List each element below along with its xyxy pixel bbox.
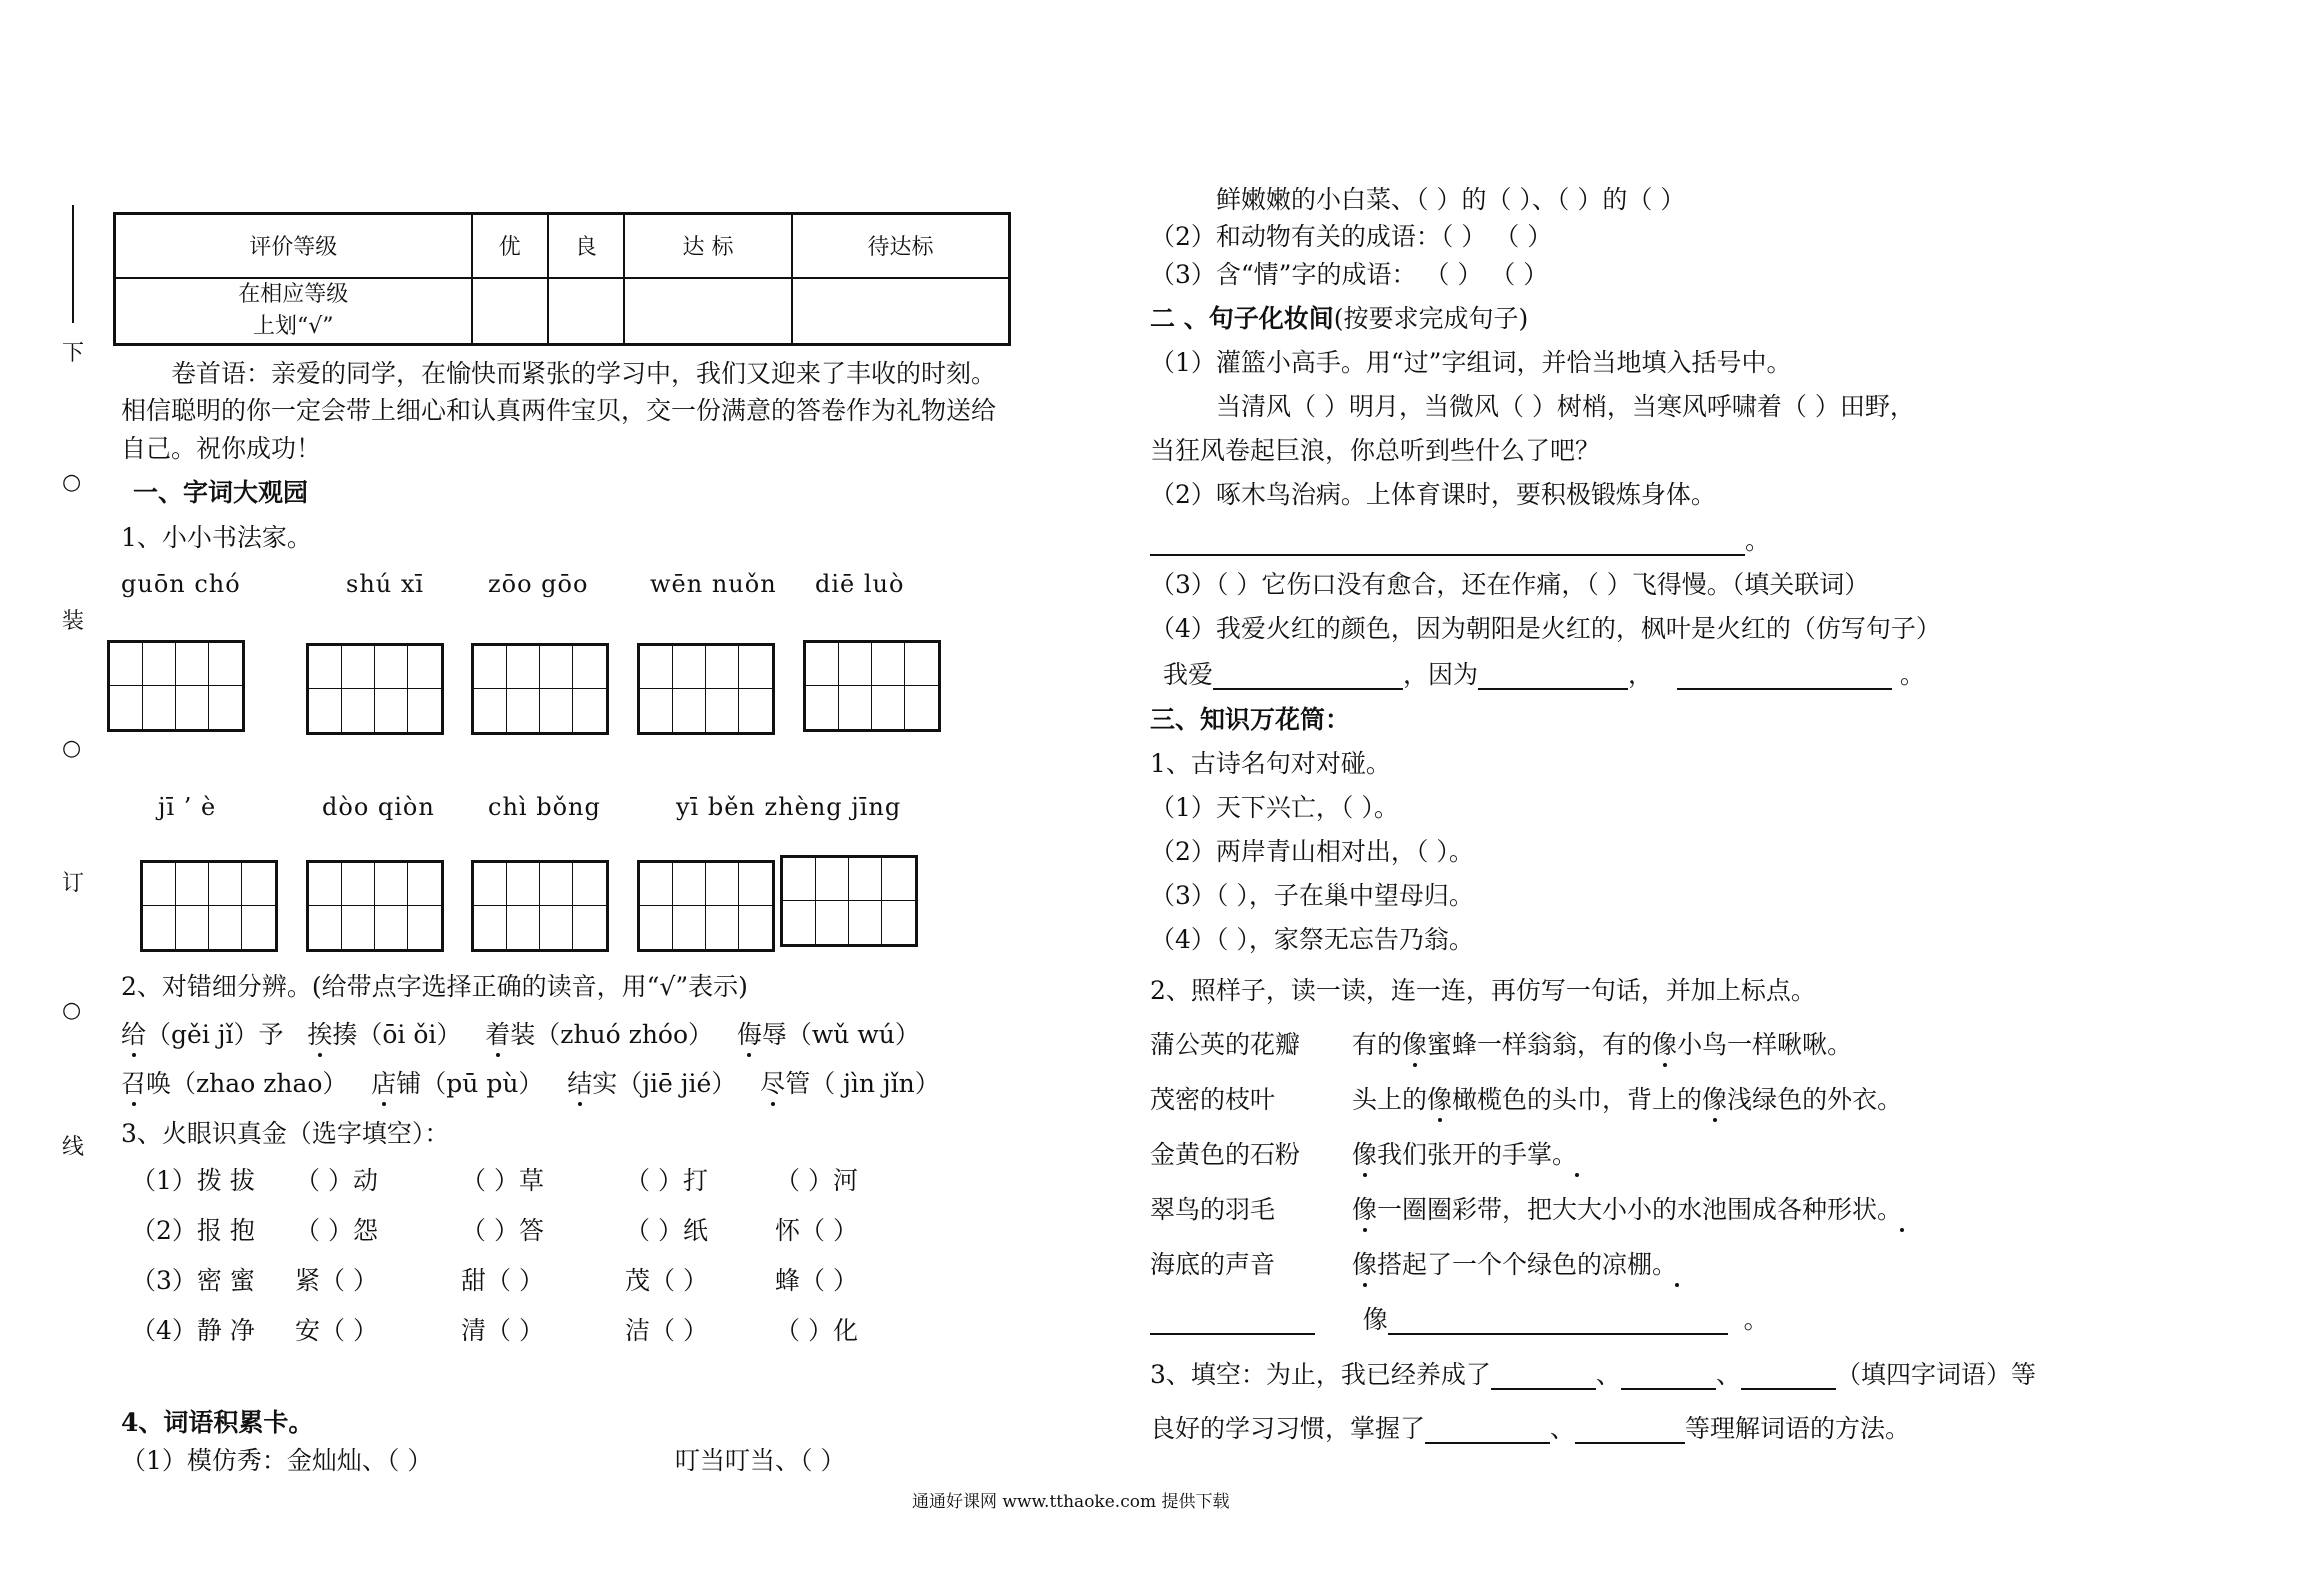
grid-cell[interactable] <box>209 686 242 729</box>
writing-grid-2[interactable] <box>306 643 444 735</box>
grid-cell[interactable] <box>342 906 375 949</box>
writing-grid-7[interactable] <box>306 860 444 952</box>
match-right-item[interactable]: 像一圈圈彩带，把大大小小的水池围成各种形状。 <box>1352 1195 1903 1224</box>
eval-row-label: 在相应等级 上划“√” <box>115 278 472 345</box>
q2-line-2: 召唤（zhao zhao） 店铺（pū pù） 结实（jiē jié） 尽管（ jìn jǐn） <box>121 1069 940 1098</box>
grid-cell[interactable] <box>849 858 882 901</box>
q3-row-label: （3）密 蜜 <box>131 1266 255 1295</box>
grid-cell[interactable] <box>375 863 408 906</box>
match-left-item[interactable]: 金黄色的石粉 <box>1150 1140 1301 1169</box>
grid-cell[interactable] <box>673 906 706 949</box>
pinyin-5: diē luò <box>815 570 905 598</box>
pinyin-8: chì bǒng <box>488 793 601 821</box>
pinyin-9: yī běn zhèng jīng <box>676 793 902 821</box>
pinyin-4: wēn nuǒn <box>650 570 777 598</box>
grid-cell[interactable] <box>783 858 816 901</box>
grid-cell[interactable] <box>342 863 375 906</box>
writing-grid-8[interactable] <box>471 860 609 952</box>
intro-line-1: 卷首语：亲爱的同学，在愉快而紧张的学习中，我们又迎来了丰收的时刻。 <box>171 359 997 388</box>
grid-cell[interactable] <box>872 643 905 686</box>
q3-title: 3、火眼识真金（选字填空）： <box>121 1119 450 1148</box>
grid-cell[interactable] <box>507 906 540 949</box>
grid-cell[interactable] <box>176 906 209 949</box>
binding-mark-ding: 订 <box>62 871 85 896</box>
grid-cell[interactable] <box>309 863 342 906</box>
grid-cell[interactable] <box>143 643 176 686</box>
s3-q2: 2、照样子，读一读，连一连，再仿写一句话，并加上标点。 <box>1150 976 1816 1005</box>
grid-cell[interactable] <box>573 863 606 906</box>
grid-cell[interactable] <box>540 906 573 949</box>
s2-q2-answer: 。 <box>1150 526 1770 556</box>
q3-blank-item[interactable]: 紧（ ） <box>295 1266 378 1295</box>
grid-cell[interactable] <box>408 646 441 689</box>
match-right-item[interactable]: 头上的像橄榄色的头巾，背上的像浅绿色的外衣。 <box>1352 1085 1903 1114</box>
grid-cell[interactable] <box>905 686 938 729</box>
section1-title: 一、字词大观园 <box>133 478 309 507</box>
q3-blank-item[interactable]: 蜂（ ） <box>775 1266 858 1295</box>
grid-cell[interactable] <box>242 906 275 949</box>
match-left-item[interactable]: 茂密的枝叶 <box>1150 1085 1276 1114</box>
q2-line-1: 给（gěi jǐ）予 挨揍（ōi ǒi） 着装（zhuó zhóo） 侮辱（wǔ wú） <box>121 1020 920 1049</box>
grid-cell[interactable] <box>872 686 905 729</box>
q3-blank-item[interactable]: （ ）答 <box>461 1216 544 1245</box>
grid-cell[interactable] <box>540 863 573 906</box>
grid-cell[interactable] <box>176 863 209 906</box>
s3-q2-blank-2[interactable] <box>1388 1307 1728 1335</box>
grid-cell[interactable] <box>706 863 739 906</box>
grid-cell[interactable] <box>882 901 915 944</box>
q3-blank-item[interactable]: 清（ ） <box>461 1316 544 1345</box>
q3-blank-item[interactable]: （ ）怨 <box>295 1216 378 1245</box>
grid-cell[interactable] <box>816 901 849 944</box>
grid-cell[interactable] <box>176 643 209 686</box>
eval-cell-good[interactable] <box>548 278 624 345</box>
s3-q3-blank-4[interactable] <box>1425 1416 1550 1444</box>
grid-cell[interactable] <box>640 646 673 689</box>
grid-cell[interactable] <box>573 906 606 949</box>
grid-cell[interactable] <box>849 901 882 944</box>
s2-q4-answer: 我爱 ，因为 ， 。 <box>1163 660 1925 689</box>
grid-cell[interactable] <box>806 686 839 729</box>
writing-grid-10[interactable] <box>780 855 918 947</box>
grid-cell[interactable] <box>143 906 176 949</box>
grid-cell[interactable] <box>176 686 209 729</box>
s3-q3-blank-1[interactable] <box>1491 1362 1596 1390</box>
grid-cell[interactable] <box>507 646 540 689</box>
binding-mark-xian: 线 <box>62 1135 85 1160</box>
q3-blank-item[interactable]: （ ）河 <box>775 1166 858 1195</box>
binding-circle-1: ○ <box>62 470 82 495</box>
s3-q3-blank-3[interactable] <box>1741 1362 1836 1390</box>
grid-cell[interactable] <box>408 689 441 732</box>
grid-cell[interactable] <box>839 686 872 729</box>
writing-grid-5[interactable] <box>803 640 941 732</box>
grid-cell[interactable] <box>408 906 441 949</box>
q3-blank-item[interactable]: （ ）纸 <box>625 1216 708 1245</box>
pinyin-6: jī ’ è <box>158 793 217 821</box>
q3-blank-item[interactable]: （ ）动 <box>295 1166 378 1195</box>
match-right-item[interactable]: 像搭起了一个个绿色的凉棚。 <box>1352 1250 1678 1279</box>
intro-line-3: 自己。祝你成功！ <box>121 434 322 463</box>
section3-title: 三、知识万花筒： <box>1150 705 1351 734</box>
q3-blank-item[interactable]: 洁（ ） <box>625 1316 708 1345</box>
s3-q2-fill: 像 。 <box>1150 1305 1769 1335</box>
grid-cell[interactable] <box>209 643 242 686</box>
q2-title: 2、对错细分辨。(给带点字选择正确的读音，用“√”表示) <box>121 972 748 1001</box>
evaluation-table <box>113 212 1011 346</box>
s3-q1-item-1: （1）天下兴亡，（ ）。 <box>1150 793 1399 822</box>
q3-blank-item[interactable]: 怀（ ） <box>775 1216 858 1245</box>
q4-line-1b: 叮当叮当、（ ） <box>675 1446 846 1475</box>
grid-cell[interactable] <box>110 686 143 729</box>
binding-mark-xia: 下 <box>62 341 85 366</box>
binding-line-top <box>72 205 74 323</box>
eval-header-pass: 达 标 <box>624 214 792 278</box>
intro-line-2: 相信聪明的你一定会带上细心和认真两件宝贝，交一份满意的答卷作为礼物送给 <box>121 396 997 425</box>
grid-cell[interactable] <box>673 646 706 689</box>
s2-q4-blank-3[interactable] <box>1677 662 1892 690</box>
s2-q1: （1）灌篮小高手。用“过”字组词，并恰当地填入括号中。 <box>1150 348 1792 377</box>
grid-cell[interactable] <box>706 906 739 949</box>
grid-cell[interactable] <box>739 689 772 732</box>
q3-blank-item[interactable]: 茂（ ） <box>625 1266 708 1295</box>
grid-cell[interactable] <box>474 863 507 906</box>
grid-cell[interactable] <box>342 646 375 689</box>
section2-title: 二 、句子化妆间(按要求完成句子) <box>1150 304 1529 333</box>
grid-cell[interactable] <box>507 689 540 732</box>
q3-blank-item[interactable]: （ ）草 <box>461 1166 544 1195</box>
grid-cell[interactable] <box>806 643 839 686</box>
pinyin-7: dòo qiòn <box>322 793 435 821</box>
eval-cell-pending[interactable] <box>792 278 1009 345</box>
pinyin-3: zōo gōo <box>488 570 589 598</box>
s3-q1: 1、古诗名句对对碰。 <box>1150 749 1391 778</box>
q3-row-label: （4）静 净 <box>131 1316 255 1345</box>
match-right-item[interactable]: 有的像蜜蜂一样翁翁，有的像小鸟一样啾啾。 <box>1352 1030 1853 1059</box>
q3-blank-item[interactable]: （ ）化 <box>775 1316 858 1345</box>
grid-cell[interactable] <box>342 689 375 732</box>
grid-cell[interactable] <box>783 901 816 944</box>
binding-mark-zhuang: 装 <box>62 609 85 634</box>
eval-header-excellent: 优 <box>472 214 548 278</box>
eval-header-good: 良 <box>548 214 624 278</box>
s2-q4: （4）我爱火红的颜色，因为朝阳是火红的，枫叶是火红的（仿写句子） <box>1150 614 1941 643</box>
q3-row-label: （2）报 抱 <box>131 1216 255 1245</box>
q4-title: 4、词语积累卡。 <box>121 1408 314 1437</box>
grid-cell[interactable] <box>309 906 342 949</box>
q3-blank-item[interactable]: （ ）打 <box>625 1166 708 1195</box>
grid-cell[interactable] <box>905 643 938 686</box>
eval-cell-pass[interactable] <box>624 278 792 345</box>
q4-line-r2: （2）和动物有关的成语：（ ） （ ） <box>1150 222 1553 251</box>
match-left-item[interactable]: 海底的声音 <box>1150 1250 1276 1279</box>
s3-q3-blank-2[interactable] <box>1621 1362 1716 1390</box>
writing-grid-1[interactable] <box>107 640 245 732</box>
footer-text: 通通好课网 www.tthaoke.com 提供下载 <box>912 1492 1230 1512</box>
grid-cell[interactable] <box>507 863 540 906</box>
s2-q1-line3: 当狂风卷起巨浪，你总听到些什么了吧？ <box>1150 436 1601 465</box>
grid-cell[interactable] <box>573 646 606 689</box>
s3-q1-item-3: （3）（ ），子在巢中望母归。 <box>1150 881 1474 910</box>
writing-grid-3[interactable] <box>471 643 609 735</box>
eval-header-level: 评价等级 <box>115 214 472 278</box>
grid-cell[interactable] <box>573 689 606 732</box>
grid-cell[interactable] <box>839 643 872 686</box>
grid-cell[interactable] <box>474 689 507 732</box>
grid-cell[interactable] <box>143 863 176 906</box>
pinyin-1: guōn chó <box>121 570 241 598</box>
writing-grid-9[interactable] <box>637 860 775 952</box>
s3-q2-blank-1[interactable] <box>1150 1307 1315 1335</box>
writing-grid-6[interactable] <box>140 860 278 952</box>
pinyin-2: shú xī <box>346 570 425 598</box>
grid-cell[interactable] <box>408 863 441 906</box>
grid-cell[interactable] <box>474 906 507 949</box>
s3-q3-blank-5[interactable] <box>1575 1416 1685 1444</box>
grid-cell[interactable] <box>143 686 176 729</box>
s3-q1-item-2: （2）两岸青山相对出，（ ）。 <box>1150 837 1474 866</box>
s2-q4-blank-2[interactable] <box>1478 662 1628 690</box>
grid-cell[interactable] <box>309 689 342 732</box>
eval-cell-excellent[interactable] <box>472 278 548 345</box>
binding-circle-3: ○ <box>62 998 82 1023</box>
writing-grid-4[interactable] <box>637 643 775 735</box>
grid-cell[interactable] <box>673 689 706 732</box>
grid-cell[interactable] <box>673 863 706 906</box>
s3-q1-item-4: （4）（ ），家祭无忘告乃翁。 <box>1150 925 1474 954</box>
eval-header-pending: 待达标 <box>792 214 1009 278</box>
s2-q3: （3）（ ）它伤口没有愈合，还在作痛，（ ）飞得慢。（填关联词） <box>1150 570 1870 599</box>
q3-blank-item[interactable]: 安（ ） <box>295 1316 378 1345</box>
grid-cell[interactable] <box>739 863 772 906</box>
grid-cell[interactable] <box>816 858 849 901</box>
grid-cell[interactable] <box>474 646 507 689</box>
grid-cell[interactable] <box>640 689 673 732</box>
s3-q3-line-1: 3、填空：为止，我已经养成了 、 、 （填四字词语）等 <box>1150 1360 2036 1389</box>
q4-line-r3: （3）含“情”字的成语： （ ） （ ） <box>1150 260 1549 289</box>
grid-cell[interactable] <box>706 646 739 689</box>
grid-cell[interactable] <box>209 863 242 906</box>
match-left-item[interactable]: 翠鸟的羽毛 <box>1150 1195 1276 1224</box>
grid-cell[interactable] <box>640 863 673 906</box>
q4-line-r1: 鲜嫩嫩的小白菜、（ ）的（ ）、（ ）的（ ） <box>1216 185 1686 214</box>
s2-q1-line2: 当清风（ ）明月，当微风（ ）树梢，当寒风呼啸着（ ）田野， <box>1216 392 1915 421</box>
s2-q2: （2）啄木鸟治病。上体育课时，要积极锻炼身体。 <box>1150 480 1716 509</box>
s3-q3-line-2: 良好的学习习惯，掌握了 、 等理解词语的方法。 <box>1150 1414 1911 1443</box>
grid-cell[interactable] <box>540 646 573 689</box>
grid-cell[interactable] <box>882 858 915 901</box>
grid-cell[interactable] <box>640 906 673 949</box>
grid-cell[interactable] <box>375 689 408 732</box>
s2-q2-blank[interactable] <box>1150 528 1745 556</box>
match-right-item[interactable]: 像我们张开的手掌。 <box>1352 1140 1578 1169</box>
q4-line-1a: （1）模仿秀：金灿灿、（ ） <box>121 1446 433 1475</box>
match-left-item[interactable]: 蒲公英的花瓣 <box>1150 1030 1301 1059</box>
grid-cell[interactable] <box>375 646 408 689</box>
grid-cell[interactable] <box>110 643 143 686</box>
grid-cell[interactable] <box>739 646 772 689</box>
q3-row-label: （1）拨 拔 <box>131 1166 255 1195</box>
grid-cell[interactable] <box>375 906 408 949</box>
q1-title: 1、小小书法家。 <box>121 523 312 552</box>
grid-cell[interactable] <box>706 689 739 732</box>
grid-cell[interactable] <box>242 863 275 906</box>
s2-q4-blank-1[interactable] <box>1213 662 1403 690</box>
grid-cell[interactable] <box>739 906 772 949</box>
binding-circle-2: ○ <box>62 736 82 761</box>
q3-blank-item[interactable]: 甜（ ） <box>461 1266 544 1295</box>
grid-cell[interactable] <box>540 689 573 732</box>
grid-cell[interactable] <box>309 646 342 689</box>
grid-cell[interactable] <box>209 906 242 949</box>
